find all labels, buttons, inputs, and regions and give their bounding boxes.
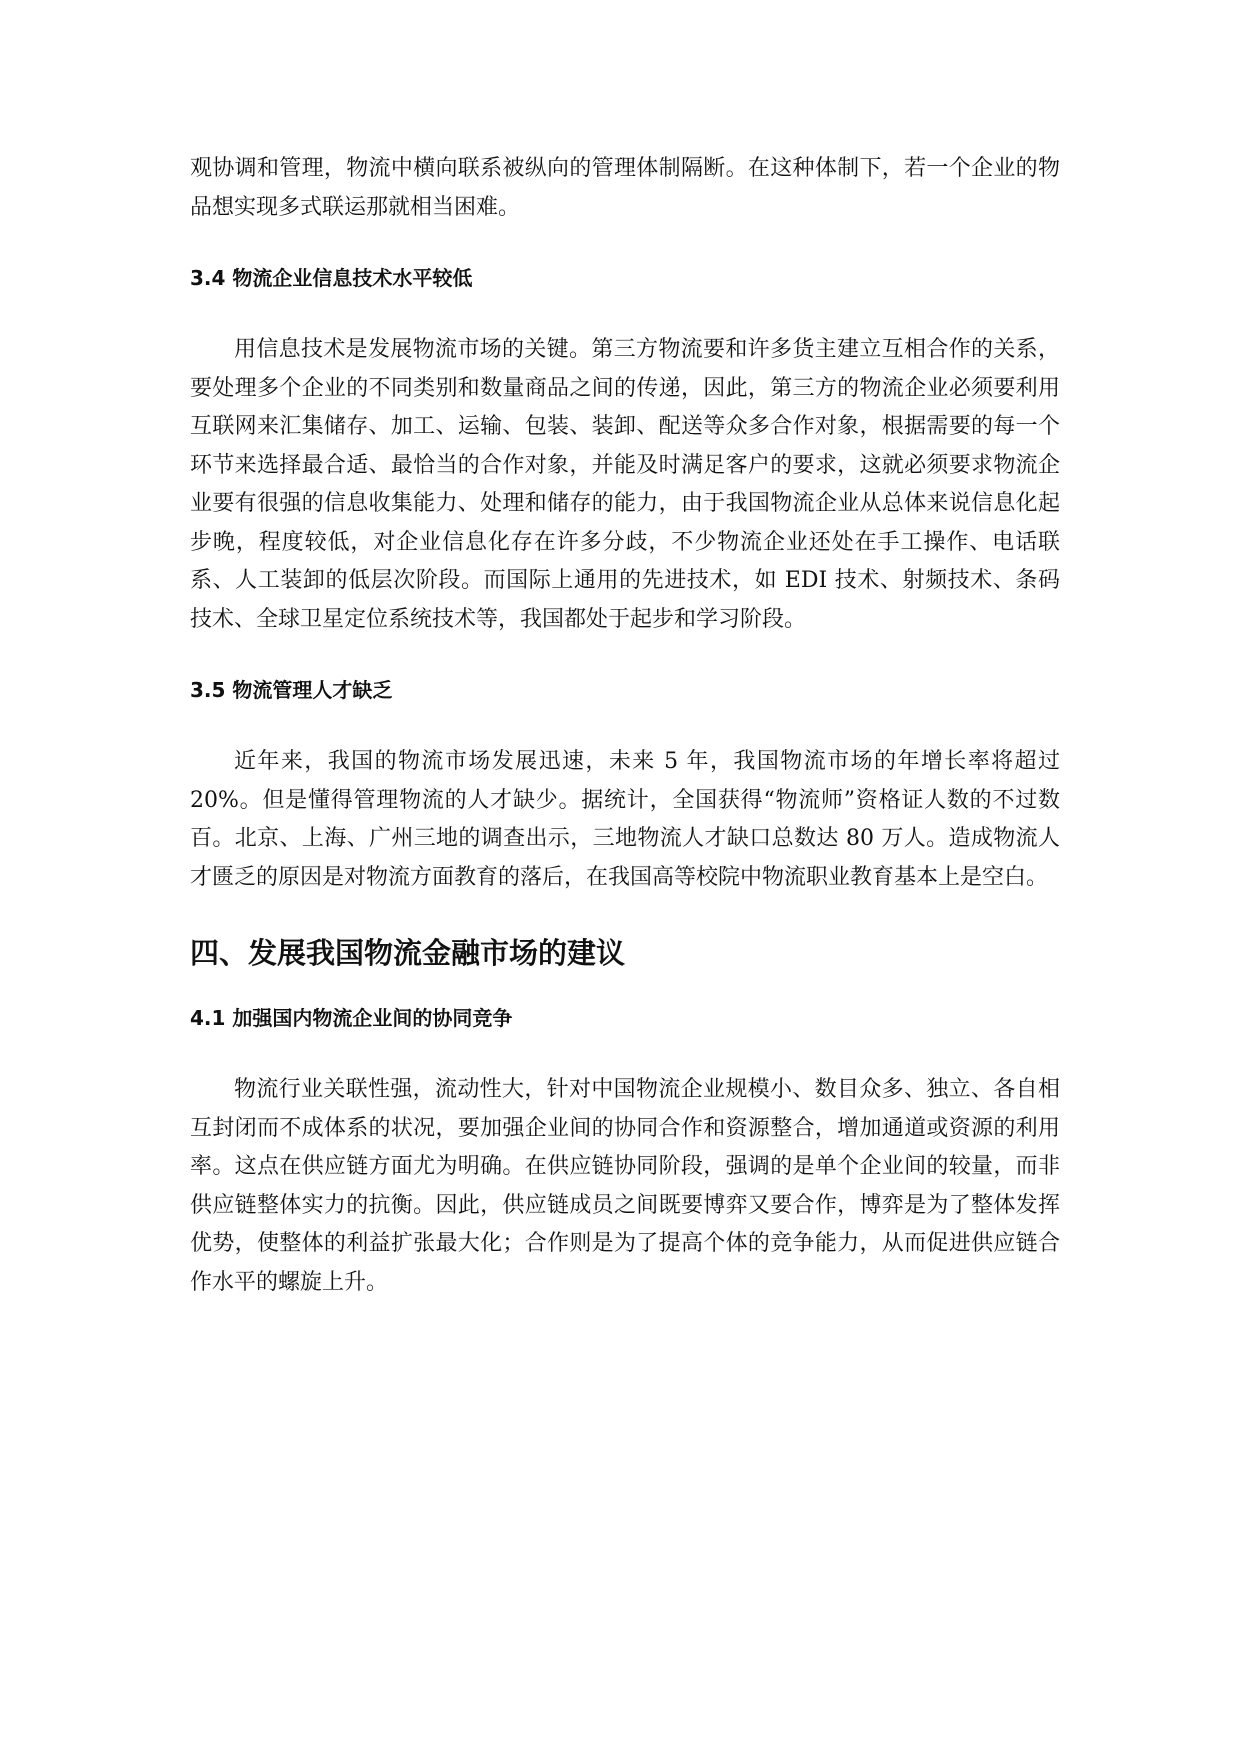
intro-paragraph: 观协调和管理，物流中横向联系被纵向的管理体制隔断。在这种体制下，若一个企业的物品想实现多式联运那就相当困难。	[190, 156, 1060, 220]
chapter-4-heading: 四、发展我国物流金融市场的建议	[190, 936, 626, 970]
section-3-5-heading: 3.5 物流管理人才缺乏	[190, 678, 393, 702]
section-3-4-heading: 3.4 物流企业信息技术水平较低	[190, 266, 473, 290]
section-4-1-paragraph: 物流行业关联性强，流动性大，针对中国物流企业规模小、数目众多、独立、各自相互封闭而不成体系的状况，要加强企业间的协同合作和资源整合，增加通道或资源的利用率。这点在供应链方面尤为明确。在供应链协同阶段，强调的是单个企业间的较量，而非供应链整体实力的抗衡。因此，供应链成员之间既要博弈又要合作，博弈是为了整体发挥优势，使整体的利益扩张最大化；合作则是为了提高个体的竞争能力，从而促进供应链合作水平的螺旋上升。	[190, 1077, 1060, 1295]
section-3-4-paragraph: 用信息技术是发展物流市场的关键。第三方物流要和许多货主建立互相合作的关系，要处理多个企业的不同类别和数量商品之间的传递，因此，第三方的物流企业必须要利用互联网来汇集储存、加工、运输、包装、装卸、配送等众多合作对象，根据需要的每一个环节来选择最合适、最恰当的合作对象，并能及时满足客户的要求，这就必须要求物流企业要有很强的信息收集能力、处理和储存的能力，由于我国物流企业从总体来说信息化起步晚，程度较低，对企业信息化存在许多分歧，不少物流企业还处在手工操作、电话联系、人工装卸的低层次阶段。而国际上通用的先进技术，如 EDI 技术、射频技术、条码技术、全球卫星定位系统技术等，我国都处于起步和学习阶段。	[190, 337, 1060, 632]
section-3-5-paragraph: 近年来，我国的物流市场发展迅速，未来 5 年，我国物流市场的年增长率将超过 20%。但是懂得管理物流的人才缺少。据统计，全国获得“物流师”资格证人数的不过数百。北京、上海、广州三地的调查出示，三地物流人才缺口总数达 80 万人。造成物流人才匮乏的原因是对物流方面教育的落后，在我国高等校院中物流职业教育基本上是空白。	[190, 749, 1060, 890]
section-4-1-heading: 4.1 加强国内物流企业间的协同竞争	[190, 1006, 513, 1030]
document-page	[190, 150, 1060, 1302]
